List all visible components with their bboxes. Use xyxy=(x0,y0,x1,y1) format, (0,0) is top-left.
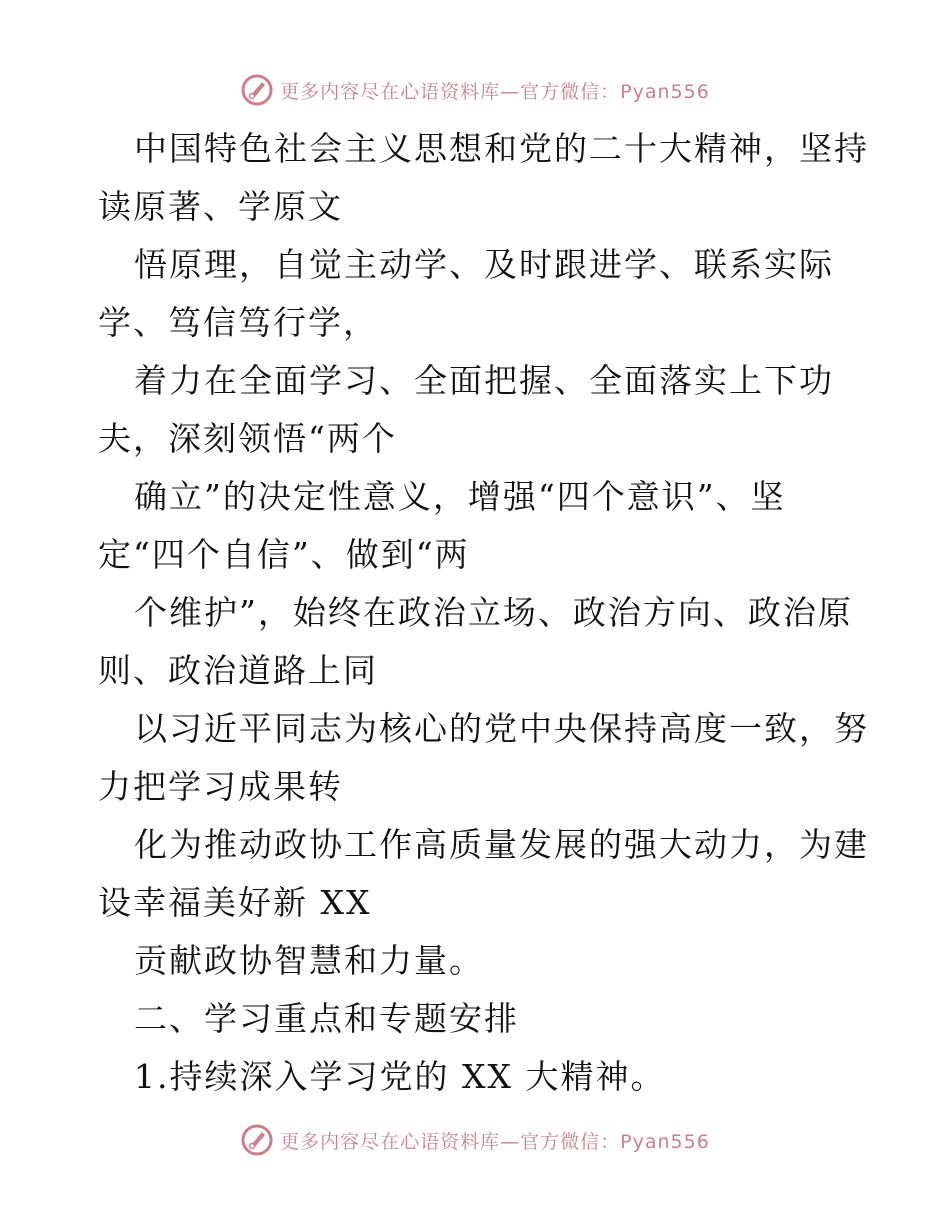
body-line: 悟原理，自觉主动学、及时跟进学、联系实际 xyxy=(134,245,834,284)
body-line: 以习近平同志为核心的党中央保持高度一致，努 xyxy=(134,709,869,748)
body-line: 着力在全面学习、全面把握、全面落实上下功 xyxy=(134,361,834,400)
body-line: 学、笃信笃行学， xyxy=(98,303,378,342)
document-body xyxy=(98,120,869,1106)
body-line: 确立”的决定性意义，增强“四个意识”、坚 xyxy=(134,477,786,516)
body-line: 读原著、学原文 xyxy=(98,187,343,226)
body-line: 贡献政协智慧和力量。 xyxy=(134,941,484,980)
header-banner xyxy=(0,70,950,110)
section-heading: 二、学习重点和专题安排 xyxy=(134,999,519,1038)
body-line: 化为推动政协工作高质量发展的强大动力，为建 xyxy=(134,825,869,864)
body-line: 力把学习成果转 xyxy=(98,767,343,806)
brand-logo-icon xyxy=(240,73,274,107)
body-line: 夫，深刻领悟“两个 xyxy=(98,419,397,458)
body-line: 设幸福美好新 XX xyxy=(98,883,372,922)
brand-logo-icon xyxy=(240,1123,274,1157)
body-line: 则、政治道路上同 xyxy=(98,651,378,690)
footer-banner xyxy=(0,1120,950,1160)
body-line: 个维护”，始终在政治立场、政治方向、政治原 xyxy=(134,593,853,632)
body-line: 中国特色社会主义思想和党的二十大精神，坚持 xyxy=(134,129,869,168)
footer-banner-text: 更多内容尽在心语资料库—官方微信：Pyan556 xyxy=(280,1130,710,1153)
body-line: 定“四个自信”、做到“两 xyxy=(98,535,470,574)
numbered-item: 1.持续深入学习党的 XX 大精神。 xyxy=(134,1057,666,1096)
header-banner-text: 更多内容尽在心语资料库—官方微信：Pyan556 xyxy=(280,80,710,103)
